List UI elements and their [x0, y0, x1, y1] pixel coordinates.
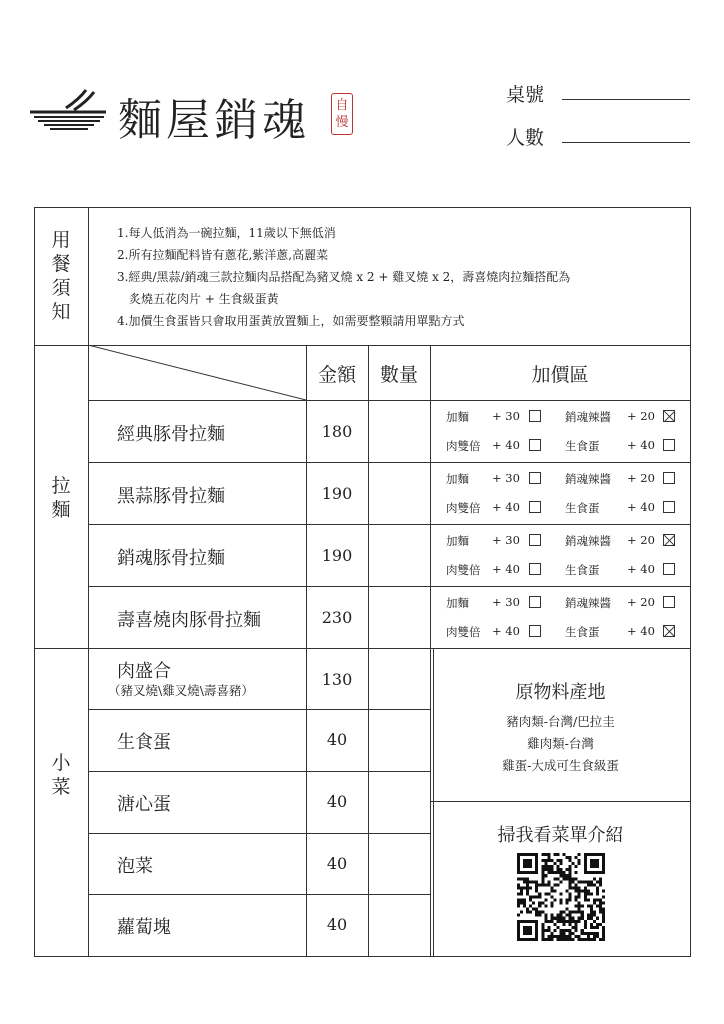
side-description: （豬叉燒\雞叉燒\壽喜豬）	[108, 683, 254, 698]
sides-label: 小 菜	[51, 752, 71, 798]
notice-line: 炙燒五花肉片 + 生食級蛋黃	[117, 292, 279, 306]
addon-checkbox[interactable]	[663, 563, 675, 575]
side-quantity-cell[interactable]	[307, 895, 367, 956]
side-name: 溏心蛋	[117, 794, 171, 815]
addon-price: + 30	[492, 471, 520, 485]
addon-checkbox[interactable]	[663, 410, 675, 422]
qr-title: 掃我看菜單介紹	[497, 825, 624, 846]
addon-checkbox[interactable]	[529, 501, 541, 513]
ramen-name: 銷魂豚骨拉麵	[117, 548, 225, 569]
addon-checkbox[interactable]	[529, 625, 541, 637]
addon-label: 肉雙倍	[446, 563, 481, 577]
people-count-label: 人數	[506, 127, 545, 149]
side-price: 40	[326, 853, 348, 873]
ramen-quantity-cell[interactable]	[369, 587, 429, 647]
addon-checkbox[interactable]	[529, 534, 541, 546]
addon-label: 肉雙倍	[446, 439, 481, 453]
qr-code-icon[interactable]	[517, 853, 605, 941]
addon-price: + 40	[492, 562, 520, 576]
ramen-quantity-cell[interactable]	[369, 525, 429, 585]
addon-price: + 30	[492, 533, 520, 547]
column-quantity: 數量	[379, 364, 418, 386]
addon-price: + 40	[627, 624, 655, 638]
addon-label: 加麵	[446, 410, 469, 424]
addon-label: 生食蛋	[565, 625, 600, 639]
origin-line: 豬肉類-台灣/巴拉圭	[506, 714, 615, 729]
addon-label: 生食蛋	[565, 563, 600, 577]
side-price: 40	[326, 915, 348, 934]
addon-price: + 30	[492, 595, 520, 609]
side-price: 130	[321, 670, 353, 689]
addon-checkbox[interactable]	[529, 410, 541, 422]
ramen-name: 壽喜燒肉豚骨拉麵	[117, 610, 261, 631]
addon-label: 加麵	[446, 534, 469, 548]
addon-price: + 20	[627, 471, 655, 485]
column-addon: 加價區	[531, 364, 589, 386]
addon-label: 肉雙倍	[446, 625, 481, 639]
brand-name: 麵屋銷魂	[118, 95, 310, 146]
side-name: 肉盛合	[117, 661, 171, 682]
addon-label: 銷魂辣醬	[565, 410, 611, 424]
origin-title: 原物料產地	[515, 682, 606, 703]
ramen-price: 230	[321, 608, 353, 627]
addon-label: 銷魂辣醬	[565, 596, 611, 610]
notice-line: 3.經典/黑蒜/銷魂三款拉麵肉品搭配為豬叉燒 x 2 + 雞叉燒 x 2，壽喜燒肉拉麵搭配為	[117, 270, 571, 284]
addon-label: 肉雙倍	[446, 501, 481, 515]
notice-line: 1.每人低消為一碗拉麵，11歲以下無低消	[117, 226, 336, 240]
ramen-quantity-cell[interactable]	[369, 463, 429, 523]
addon-label: 生食蛋	[565, 501, 600, 515]
addon-checkbox[interactable]	[529, 596, 541, 608]
side-quantity-cell[interactable]	[307, 649, 367, 709]
ramen-name: 經典豚骨拉麵	[117, 424, 225, 445]
notice-text	[117, 222, 570, 332]
side-name: 泡菜	[117, 855, 153, 877]
addon-checkbox[interactable]	[663, 534, 675, 546]
addon-price: + 20	[627, 533, 655, 547]
addon-label: 加麵	[446, 472, 469, 486]
addon-label: 生食蛋	[565, 439, 600, 453]
side-price: 40	[326, 792, 348, 811]
addon-label: 銷魂辣醬	[565, 472, 611, 486]
ramen-label: 拉 麵	[51, 475, 71, 521]
ramen-quantity-cell[interactable]	[369, 401, 429, 461]
side-name: 生食蛋	[117, 732, 171, 753]
addon-checkbox[interactable]	[529, 472, 541, 484]
column-price: 金額	[317, 364, 356, 386]
ramen-price: 180	[321, 422, 353, 441]
addon-price: + 20	[627, 409, 655, 423]
addon-price: + 40	[492, 500, 520, 514]
seal-stamp: 自 慢	[331, 93, 353, 135]
addon-price: + 30	[492, 409, 520, 423]
notice-label: 用 餐 須 知	[51, 229, 71, 323]
side-quantity-cell[interactable]	[307, 710, 367, 771]
addon-checkbox[interactable]	[663, 472, 675, 484]
addon-price: + 20	[627, 595, 655, 609]
logo-bowl-icon	[28, 88, 108, 134]
addon-price: + 40	[492, 438, 520, 452]
addon-price: + 40	[627, 562, 655, 576]
addon-label: 銷魂辣醬	[565, 534, 611, 548]
header-diagonal	[88, 345, 306, 400]
side-quantity-cell[interactable]	[307, 772, 367, 833]
ramen-name: 黑蒜豚骨拉麵	[117, 486, 225, 507]
addon-checkbox[interactable]	[529, 563, 541, 575]
table-number-field[interactable]	[562, 99, 690, 100]
origin-line: 雞蛋-大成可生食級蛋	[502, 758, 619, 773]
addon-price: + 40	[627, 500, 655, 514]
addon-checkbox[interactable]	[663, 625, 675, 637]
side-price: 40	[326, 730, 348, 749]
ramen-price: 190	[321, 546, 353, 565]
origin-line: 雞肉類-台灣	[527, 736, 594, 751]
addon-checkbox[interactable]	[663, 501, 675, 513]
addon-checkbox[interactable]	[663, 439, 675, 451]
side-name: 蘿蔔塊	[117, 917, 171, 938]
addon-price: + 40	[492, 624, 520, 638]
addon-label: 加麵	[446, 596, 469, 610]
table-number-label: 桌號	[506, 84, 545, 106]
addon-checkbox[interactable]	[663, 596, 675, 608]
addon-checkbox[interactable]	[529, 439, 541, 451]
people-count-field[interactable]	[562, 142, 690, 143]
notice-line: 2.所有拉麵配料皆有蔥花,紫洋蔥,高麗菜	[117, 248, 329, 262]
addon-price: + 40	[627, 438, 655, 452]
ramen-price: 190	[321, 484, 353, 503]
notice-line: 4.加價生食蛋皆只會取用蛋黃放置麵上，如需要整顆請用單點方式	[117, 314, 465, 328]
side-quantity-cell[interactable]	[307, 834, 367, 894]
